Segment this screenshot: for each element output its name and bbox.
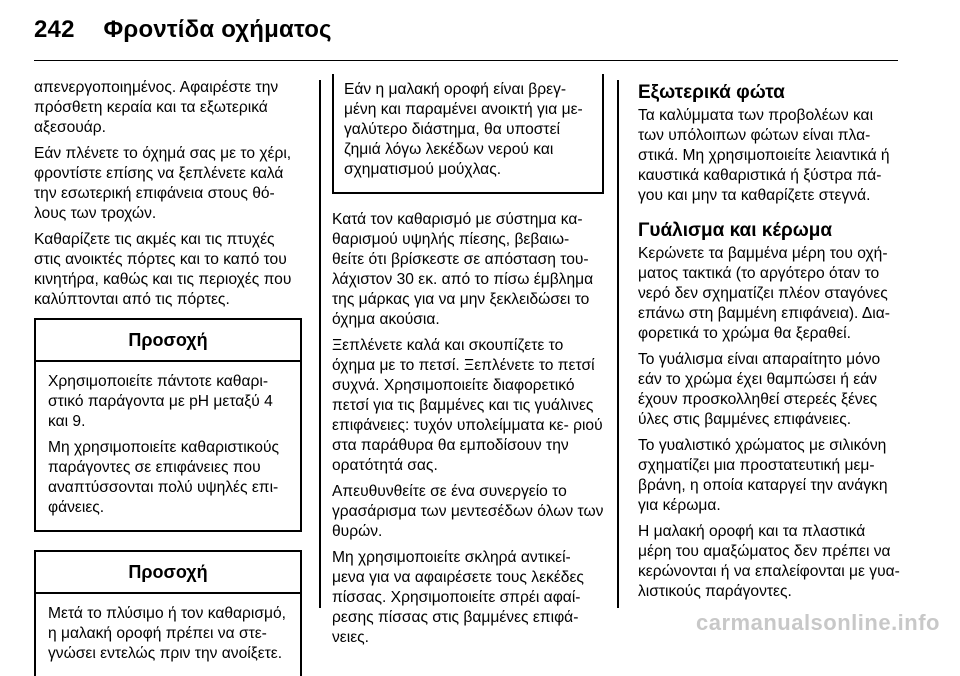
col3-paragraph-3: Το γυάλισμα είναι απαραίτητο μόνο εάν το χρώμα έχει θαμπώσει ή εάν έχουν προσκολληθεί στερεές ξένες ύλες στις βαμμένες επιφάνειες.	[638, 351, 881, 428]
column-3	[638, 82, 902, 608]
col1-paragraph-2: Εάν πλένετε το όχημά σας με το χέρι, φροντίστε επίσης να ξεπλένετε καλά την εσωτερική επιφάνεια στους θό- λους των τροχών.	[34, 145, 292, 222]
heading-polishing-waxing: Γυάλισμα και κέρωμα	[638, 220, 833, 241]
caution-box-2	[34, 550, 302, 676]
column-1	[34, 78, 302, 676]
page-header	[34, 16, 332, 44]
col3-paragraph-2: Κερώνετε τα βαμμένα μέρη του οχή- ματος τακτικά (το αργότερο όταν το νερό δεν σχηματίζει πλέον σταγόνες επάνω στη βαμμένη επιφάνεια). Δια- φορετικά το χρώμα θα ξεραθεί.	[638, 245, 890, 342]
col3-paragraph-1: Τα καλύμματα των προβολέων και των υπόλοιπων φώτων είναι πλα- στικά. Μη χρησιμοποιείτε λειαντικά ή καυστικά καθαριστικά ή ξύστρα πά- γου και μην τα καθαρίζετε στεγνά.	[638, 107, 890, 204]
caution1-paragraph-1: Χρησιμοποιείτε πάντοτε καθαρι- στικό παράγοντα με pH μεταξύ 4 και 9.	[48, 373, 273, 430]
header-rule	[34, 60, 898, 61]
page-number: 242	[34, 16, 75, 43]
column-divider-2	[617, 80, 619, 608]
column-2	[332, 74, 604, 654]
col3-paragraph-4: Το γυαλιστικό χρώματος με σιλικόνη σχηματίζει μια προστατευτική μεμ- βράνη, η οποία καταργεί την ανάγκη για κέρωμα.	[638, 437, 888, 514]
watermark: carmanualsonline.info	[696, 610, 940, 635]
heading-exterior-lights: Εξωτερικά φώτα	[638, 82, 785, 103]
col2-box-text: Εάν η μαλακή οροφή είναι βρεγ- μένη και παραμένει ανοικτή για με- γαλύτερο διάστημα, θα υποστεί ζημιά λόγω λεκέδων νερού και σχηματισμού μούχλας.	[344, 81, 583, 178]
caution-title-2: Προσοχή	[36, 552, 300, 594]
caution1-paragraph-2: Μη χρησιμοποιείτε καθαριστικούς παράγοντες σε επιφάνειες που αναπτύσσονται πολύ υψηλές επι- φάνειες.	[48, 439, 279, 516]
col3-paragraph-5: Η μαλακή οροφή και τα πλαστικά μέρη του αμαξώματος δεν πρέπει να κερώνονται ή να επαλείφονται με γυα- λιστικούς παράγοντες.	[638, 523, 900, 600]
col1-paragraph-1: απενεργοποιημένος. Αφαιρέστε την πρόσθετη κεραία και τα εξωτερικά αξεσουάρ.	[34, 79, 279, 136]
caution-box-continued	[332, 74, 604, 194]
col2-paragraph-1: Κατά τον καθαρισμό με σύστημα κα- θαρισμού υψηλής πίεσης, βεβαιω- θείτε ότι βρίσκεστε σε απόσταση του- λάχιστον 30 εκ. από το πίσω έμβλημα της μάρκας για να μην ξεκλειδώσει το όχημα ακούσια.	[332, 211, 594, 328]
caution-title-1: Προσοχή	[36, 320, 300, 362]
caution2-paragraph-1: Μετά το πλύσιμο ή τον καθαρισμό, η μαλακή οροφή πρέπει να στε- γνώσει εντελώς πριν την ανοίξετε.	[48, 605, 286, 662]
caution-box-1	[34, 318, 302, 532]
section-title: Φροντίδα οχήματος	[103, 16, 332, 43]
column-divider-1	[319, 80, 321, 608]
col2-paragraph-3: Απευθυνθείτε σε ένα συνεργείο το γρασάρισμα των μεντεσέδων όλων των θυρών.	[332, 483, 604, 540]
col1-paragraph-3: Καθαρίζετε τις ακμές και τις πτυχές στις ανοικτές πόρτες και το καπό του κινητήρα, καθώς και τις περιοχές που καλύπτονται από τις πόρτες.	[34, 231, 292, 308]
col2-paragraph-4: Μη χρησιμοποιείτε σκληρά αντικεί- μενα για να αφαιρέσετε τους λεκέδες πίσσας. Χρησιμοποιείτε σπρέι αφαί- ρεσης πίσσας στις βαμμένες επιφά- νειες.	[332, 549, 584, 646]
col2-paragraph-2: Ξεπλένετε καλά και σκουπίζετε το όχημα με το πετσί. Ξεπλένετε το πετσί συχνά. Χρησιμοποιείτε διαφορετικό πετσί για τις βαμμένες και τις γυάλινες επιφάνειες: τυχόν υπολείμματα κε- ριού στα παράθυρα θα εμποδίσουν την ορατότητά σας.	[332, 337, 603, 474]
